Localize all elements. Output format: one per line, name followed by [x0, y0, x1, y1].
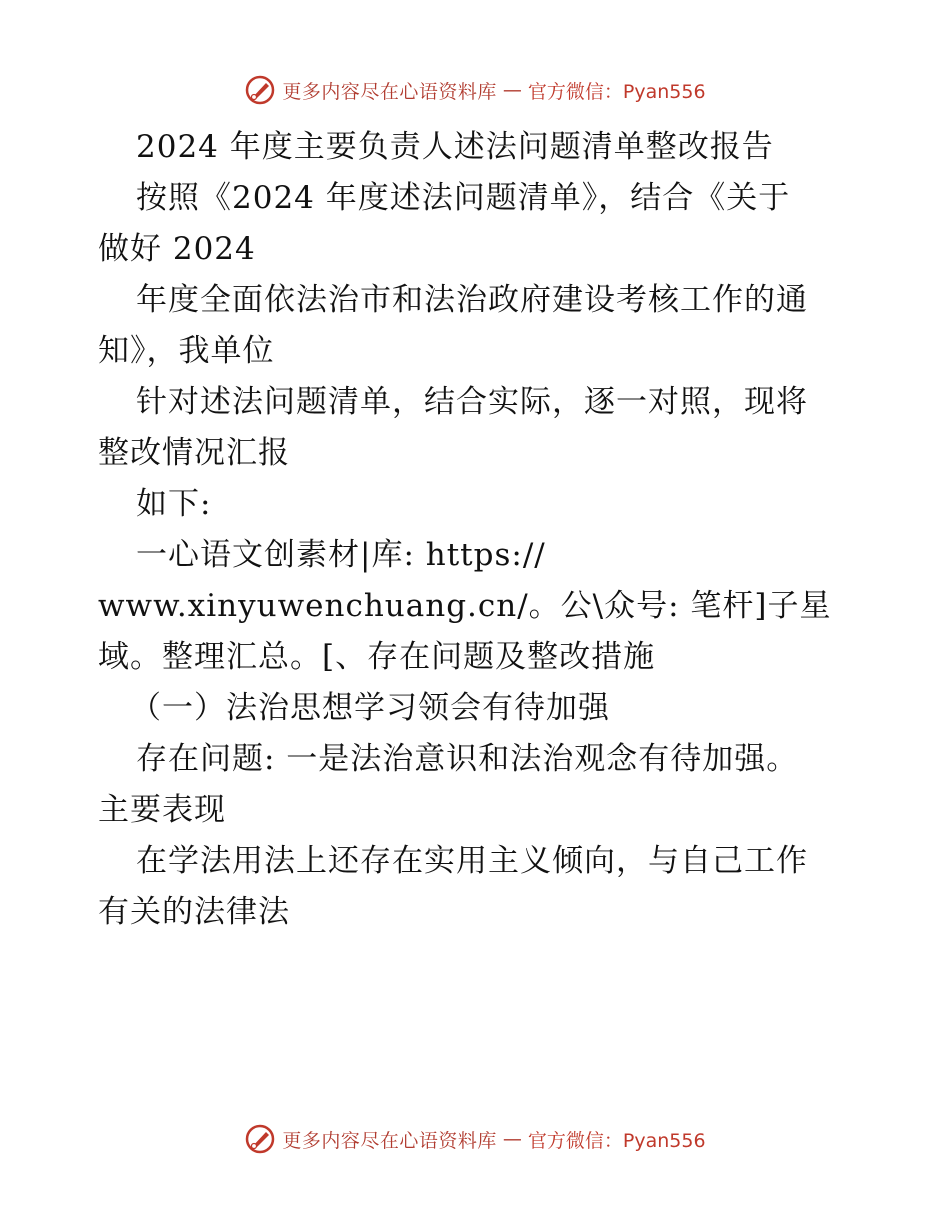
watermark-footer — [0, 1122, 950, 1156]
watermark-wechat: 官方微信：Pyan556 — [527, 1129, 706, 1152]
watermark-wechat: 官方微信：Pyan556 — [527, 80, 706, 103]
watermark-text: 更多内容尽在心语资料库 — [282, 80, 497, 103]
paragraph-line: 存在问题: 一是法治意识和法治观念有待加强。 — [136, 741, 799, 777]
paragraph-line: 整改情况汇报 — [98, 435, 290, 471]
watermark-separator: — — [502, 1128, 522, 1150]
watermark-text: 更多内容尽在心语资料库 — [282, 1129, 497, 1152]
paragraph-line: 按照《2024 年度述法问题清单》，结合《关于 — [136, 180, 791, 216]
watermark-header — [0, 73, 950, 107]
paragraph-line: 有关的法律法 — [98, 894, 290, 930]
paragraph-line: 如下: — [136, 486, 212, 522]
paragraph-line: 针对述法问题清单，结合实际，逐一对照，现将 — [136, 384, 808, 420]
document-body — [98, 122, 858, 938]
pen-seal-icon — [244, 74, 276, 106]
paragraph-line: 知》，我单位 — [98, 333, 275, 369]
section-heading: （一）法治思想学习领会有待加强 — [130, 690, 610, 726]
paragraph-line: 年度全面依法治市和法治政府建设考核工作的通 — [136, 282, 808, 318]
paragraph-line: 一心语文创素材|库: https:// — [136, 537, 546, 573]
watermark-separator: — — [502, 79, 522, 101]
paragraph-line: www.xinyuwenchuang.cn/。公\众号: 笔杆]子星 — [98, 588, 832, 624]
paragraph-line: 做好 2024 — [98, 231, 256, 267]
paragraph-line: 在学法用法上还存在实用主义倾向，与自己工作 — [136, 843, 808, 879]
pen-seal-icon — [244, 1123, 276, 1155]
paragraph-line: 主要表现 — [98, 792, 226, 828]
paragraph-line: 域。整理汇总。[、存在问题及整改措施 — [98, 639, 656, 675]
document-title: 2024 年度主要负责人述法问题清单整改报告 — [136, 129, 774, 165]
